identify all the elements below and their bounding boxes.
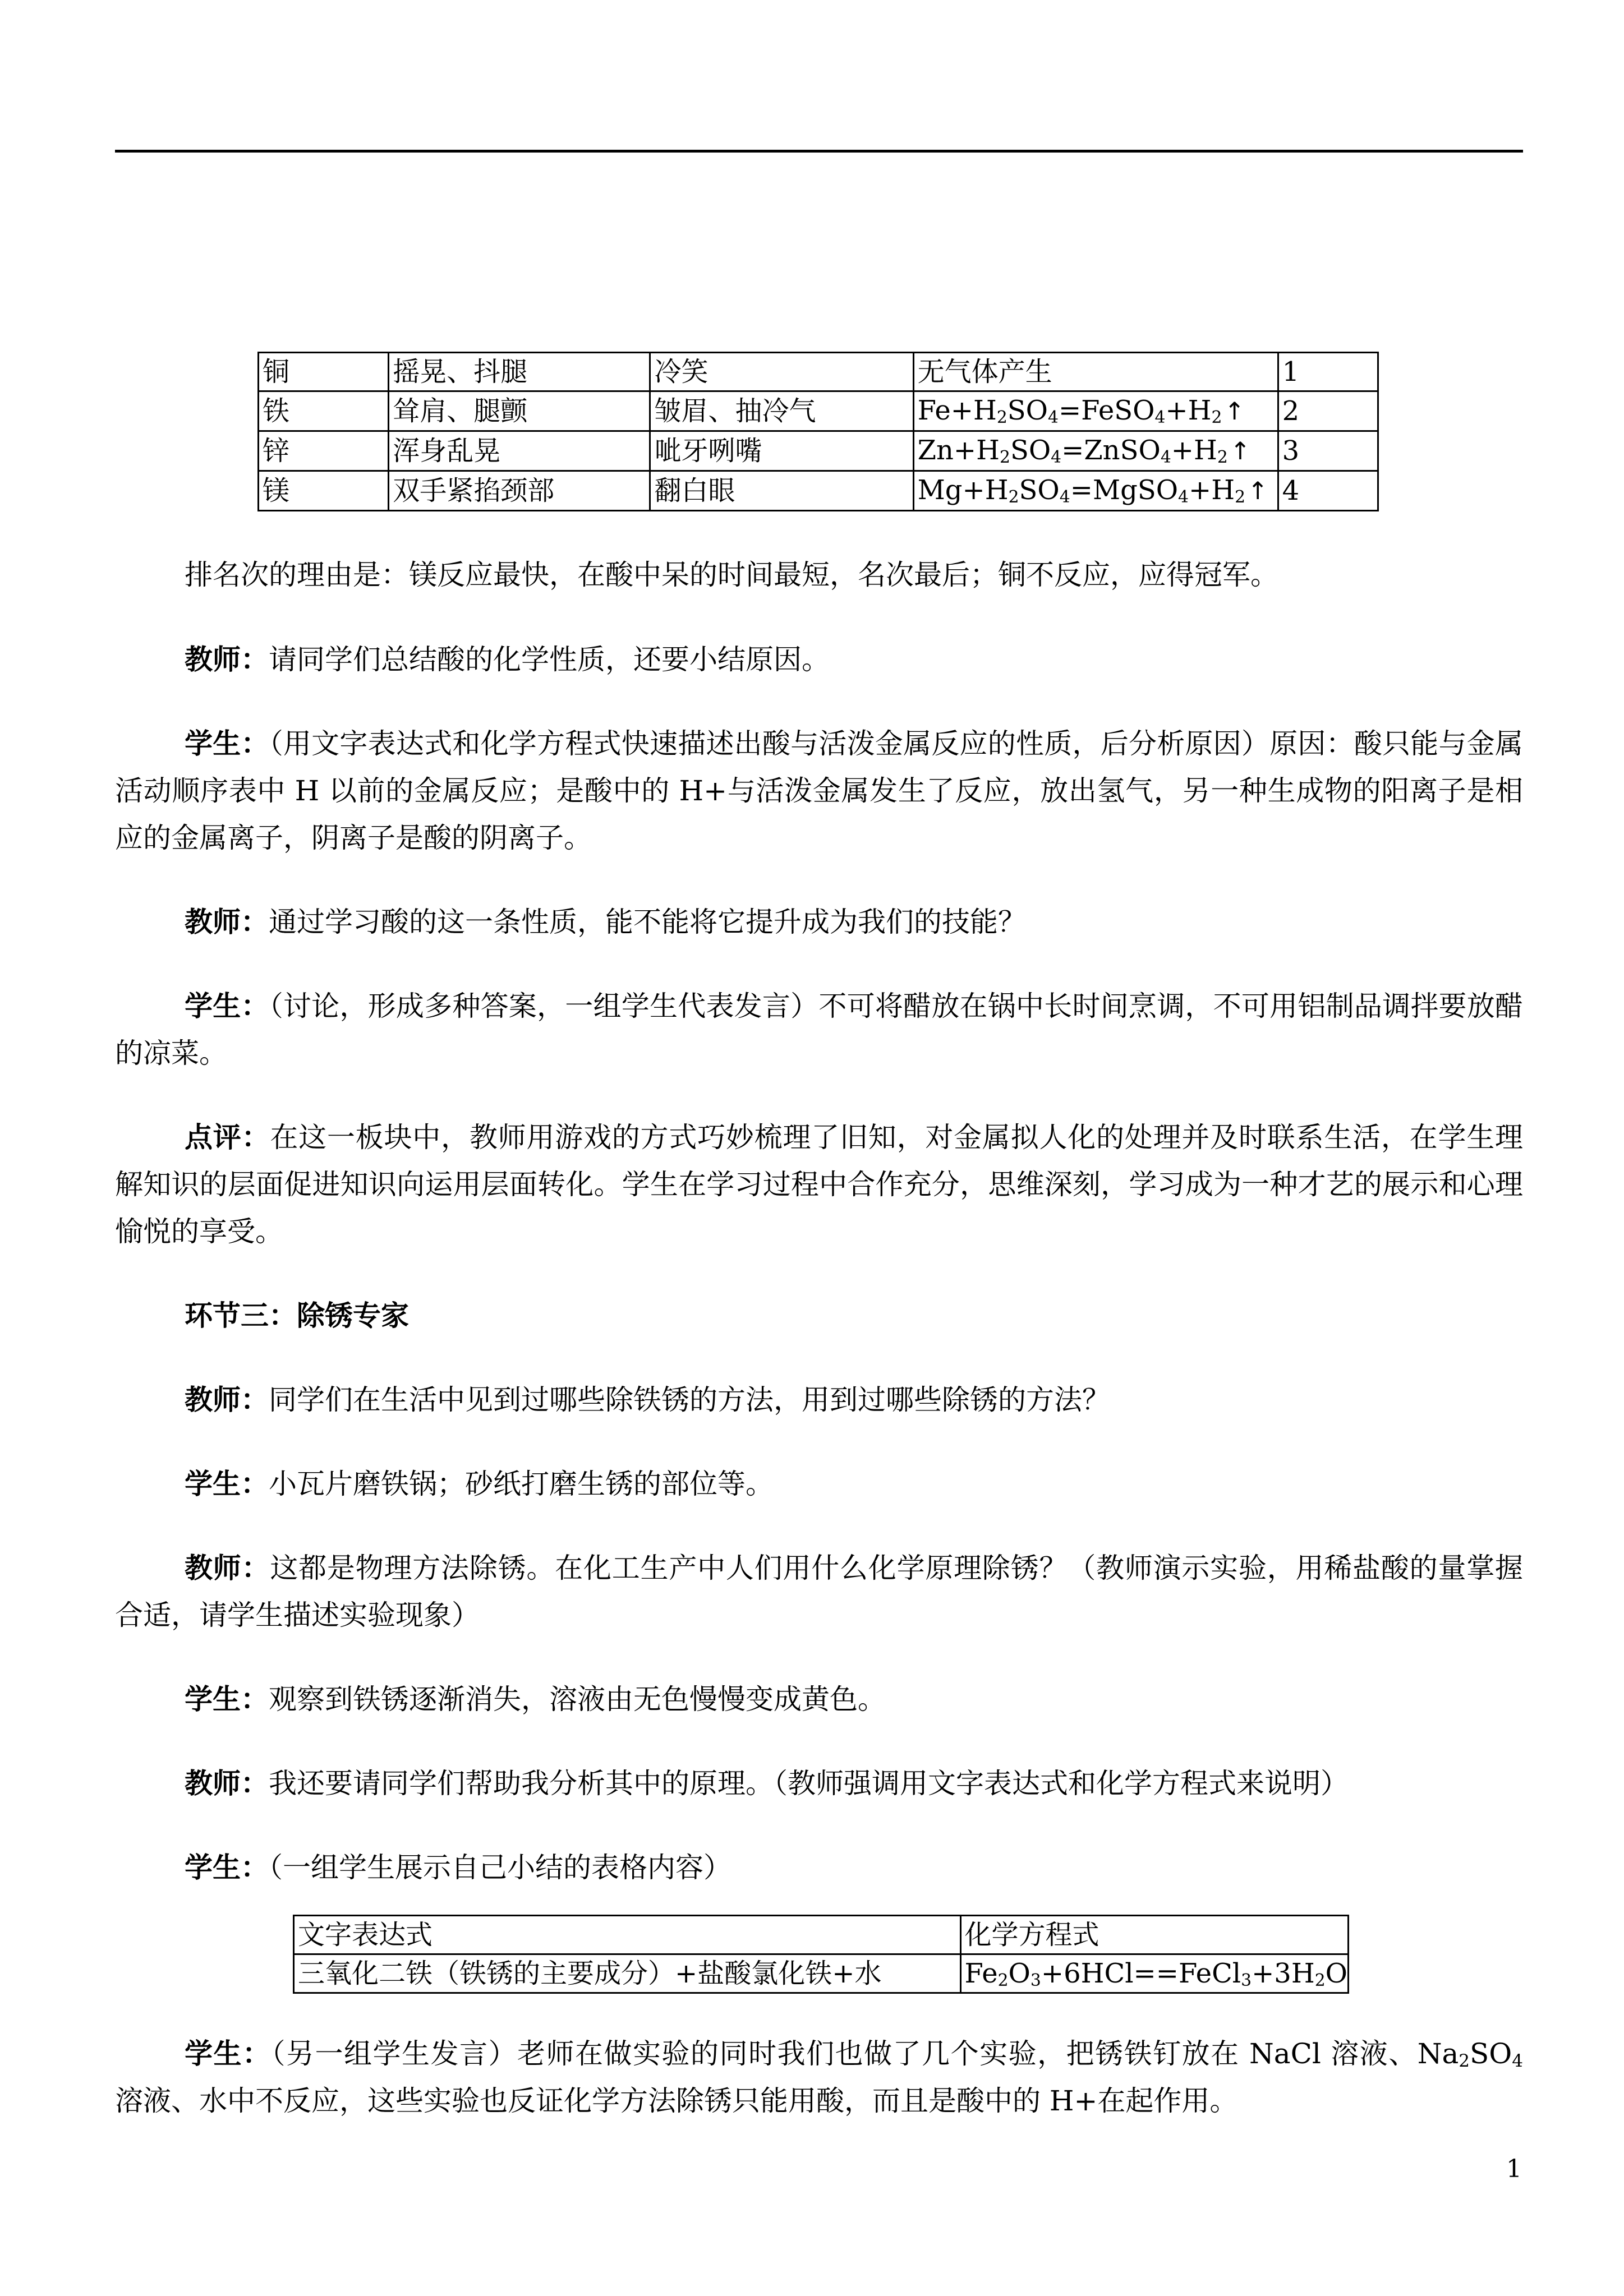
student-paragraph: 学生：（用文字表达式和化学方程式快速描述出酸与活泼金属反应的性质，后分析原因）原因：酸只能与金属活动顺序表中 H 以前的金属反应；是酸中的 H+与活泼金属发生了反应，放出氢气，另一种生成物的阳离子是相应的金属离子，阴离子是酸的阴离子。 — [115, 727, 1523, 854]
comment-paragraph: 点评：在这一板块中，教师用游戏的方式巧妙梳理了旧知，对金属拟人化的处理并及时联系生活，在学生理解知识的层面促进知识向运用层面转化。学生在学习过程中合作充分，思维深刻，学习成为一种才艺的展示和心理愉悦的享受。 — [115, 1121, 1524, 1248]
table-row — [294, 1954, 1349, 1993]
word-equation-cell: 三氧化二铁（铁锈的主要成分）+盐酸氯化铁+水 — [294, 1954, 961, 1993]
rank-cell: 4 — [1278, 471, 1378, 511]
teacher-paragraph: 教师：同学们在生活中见到过哪些除铁锈的方法，用到过哪些除锈的方法？ — [185, 1383, 1110, 1416]
metal-cell: 镁 — [259, 471, 389, 511]
ranking-reason-paragraph: 排名次的理由是：镁反应最快，在酸中呆的时间最短，名次最后；铜不反应，应得冠军。 — [185, 559, 1278, 591]
student-paragraph: 学生：（一组学生展示自己小结的表格内容） — [185, 1851, 732, 1884]
metal-reaction-table — [257, 352, 1379, 511]
teacher-paragraph: 教师：我还要请同学们帮助我分析其中的原理。（教师强调用文字表达式和化学方程式来说明） — [185, 1767, 1349, 1800]
header-cell: 文字表达式 — [294, 1916, 961, 1954]
speaker-label: 学生： — [185, 1851, 269, 1884]
up-arrow-icon: ↑ — [1230, 437, 1250, 465]
header-cell: 化学方程式 — [960, 1916, 1348, 1954]
speaker-label: 教师： — [185, 1383, 269, 1416]
chemical-equation-cell: $Fe_2O_3+6HCl==FeCl_3+3H_2O$ — [960, 1954, 1348, 1993]
body-action-cell: 耸肩、腿颤 — [389, 391, 650, 431]
student-paragraph: 学生：（讨论，形成多种答案，一组学生代表发言）不可将醋放在锅中长时间烹调，不可用铝制品调拌要放醋的凉菜。 — [115, 989, 1523, 1069]
speaker-label: 学生： — [185, 1682, 269, 1716]
speaker-label: 教师： — [185, 1551, 270, 1584]
equation-cell: $Zn+H_2SO_4=ZnSO_4+H_2↑$ — [913, 431, 1278, 471]
rank-cell: 1 — [1278, 353, 1378, 391]
speaker-label: 教师： — [185, 905, 269, 938]
rank-cell: 3 — [1278, 431, 1378, 471]
speaker-label: 教师： — [185, 643, 269, 676]
body-action-cell: 浑身乱晃 — [389, 431, 650, 471]
speaker-label: 点评： — [185, 1121, 270, 1154]
body-action-cell: 摇晃、抖腿 — [389, 353, 650, 391]
up-arrow-icon: ↑ — [1224, 398, 1245, 426]
student-paragraph: 学生：（另一组学生发言）老师在做实验的同时我们也做了几个实验，把锈铁钉放在 NaCl 溶液、$Na_2SO_4$ 溶液、水中不反应，这些实验也反证化学方法除锈只能用酸，而且是酸中的 H+在起作用。 — [115, 2037, 1524, 2117]
student-paragraph: 学生：观察到铁锈逐渐消失，溶液由无色慢慢变成黄色。 — [185, 1682, 886, 1716]
face-action-cell: 冷笑 — [650, 353, 913, 391]
page-number: 1 — [1506, 2155, 1522, 2183]
table-row — [294, 1916, 1349, 1954]
student-paragraph: 学生：小瓦片磨铁锅；砂纸打磨生锈的部位等。 — [185, 1467, 774, 1500]
teacher-paragraph: 教师：这都是物理方法除锈。在化工生产中人们用什么化学原理除锈？（教师演示实验，用稀盐酸的量掌握合适，请学生描述实验现象） — [115, 1551, 1524, 1631]
table-row — [259, 471, 1378, 511]
face-action-cell: 皱眉、抽冷气 — [650, 391, 913, 431]
table-row — [259, 431, 1378, 471]
teacher-paragraph: 教师：通过学习酸的这一条性质，能不能将它提升成为我们的技能？ — [185, 905, 1026, 938]
teacher-paragraph: 教师：请同学们总结酸的化学性质，还要小结原因。 — [185, 643, 830, 676]
header-rule — [115, 150, 1523, 153]
speaker-label: 学生： — [185, 2037, 272, 2070]
face-action-cell: 呲牙咧嘴 — [650, 431, 913, 471]
table-row — [259, 391, 1378, 431]
equation-cell: $Mg+H_2SO_4=MgSO_4+H_2↑$ — [913, 471, 1278, 511]
metal-cell: 锌 — [259, 431, 389, 471]
speaker-label: 教师： — [185, 1767, 269, 1800]
speaker-label: 学生： — [185, 727, 269, 760]
section-heading: 环节三：除锈专家 — [185, 1299, 409, 1332]
rust-removal-table — [293, 1915, 1349, 1994]
table-row — [259, 353, 1378, 391]
speaker-label: 学生： — [185, 989, 269, 1022]
equation-cell: $Fe+H_2SO_4=FeSO_4+H_2↑$ — [913, 391, 1278, 431]
up-arrow-icon: ↑ — [1248, 477, 1268, 505]
speaker-label: 学生： — [185, 1467, 269, 1500]
body-action-cell: 双手紧掐颈部 — [389, 471, 650, 511]
metal-cell: 铜 — [259, 353, 389, 391]
equation-cell: 无气体产生 — [913, 353, 1278, 391]
face-action-cell: 翻白眼 — [650, 471, 913, 511]
rank-cell: 2 — [1278, 391, 1378, 431]
metal-cell: 铁 — [259, 391, 389, 431]
